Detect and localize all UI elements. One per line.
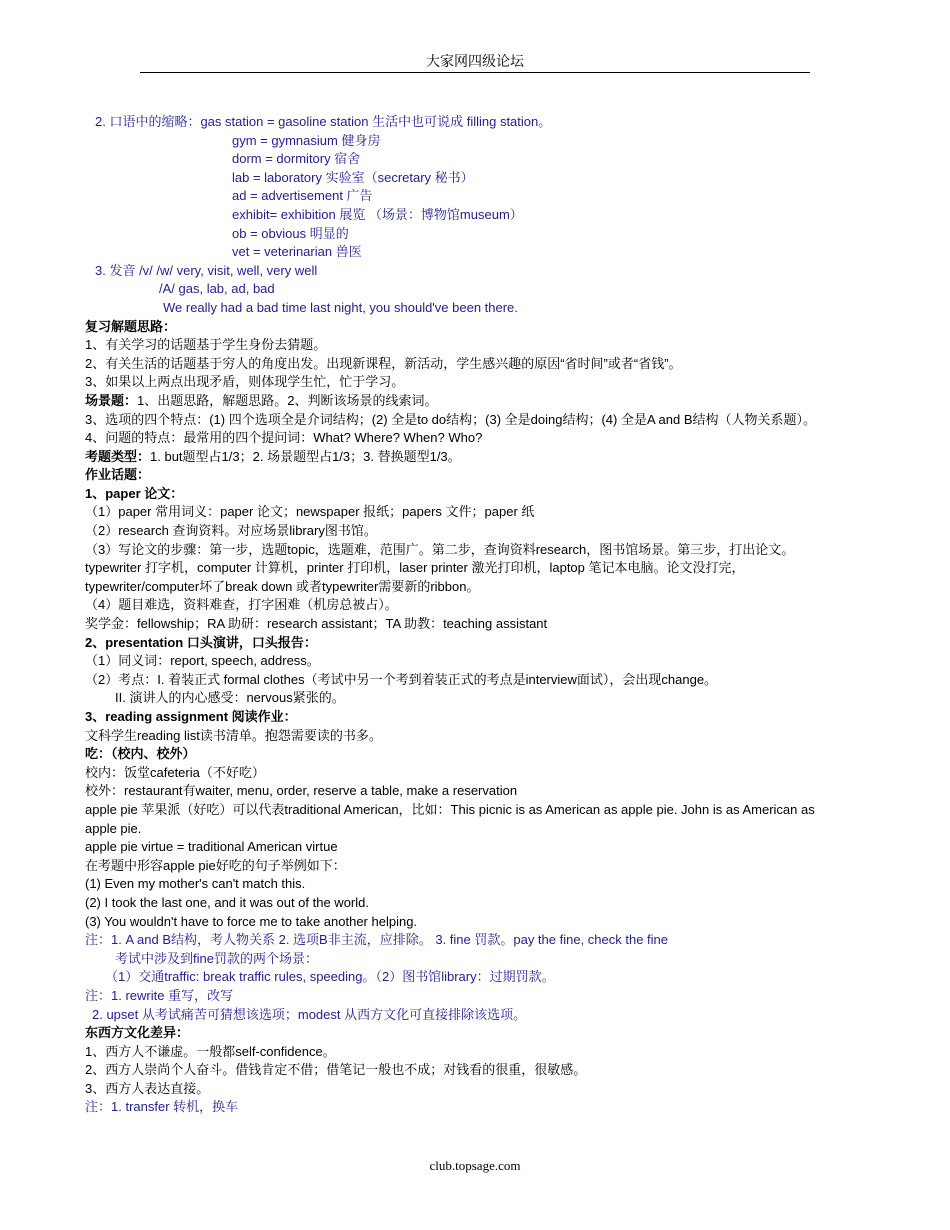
text-line: 奖学金：fellowship；RA 助研：research assistant；TA 助教：teaching assistant <box>85 616 548 632</box>
section-heading: 3、reading assignment 阅读作业： <box>85 709 297 724</box>
text-line: ob = obvious 明显的 <box>232 225 349 241</box>
page-header: 大家网四级论坛 <box>426 55 524 70</box>
note-line: 注：1. transfer 转机，换车 <box>85 1099 239 1115</box>
section-heading: 2、presentation 口头演讲，口头报告： <box>85 634 317 650</box>
page-footer: club.topsage.com <box>429 1158 521 1173</box>
text-line: exhibit= exhibition 展览 （场景：博物馆museum） <box>232 206 523 222</box>
text-line: （1）paper 常用词义：paper 论文；newspaper 报纸；papers 文件；paper 纸 <box>85 504 535 520</box>
text-line: We really had a bad time last night, you should've been there. <box>163 299 518 315</box>
text-line: 2. 口语中的缩略：gas station = gasoline station 生活中也可说成 filling station。 <box>95 114 552 129</box>
inline-text: 1. but题型占1/3；2. 场景题型占1/3；3. 替换题型1/3。 <box>150 448 461 464</box>
text-line: (2) I took the last one, and it was out of the world. <box>85 894 369 910</box>
text-line: (1) Even my mother's can't match this. <box>85 876 306 892</box>
section-heading: 作业话题： <box>85 467 151 483</box>
text-line: 2、西方人崇尚个人奋斗。借钱肯定不借；借笔记一般也不成；对钱看的很重，很敏感。 <box>85 1062 587 1078</box>
text-line: ad = advertisement 广告 <box>232 188 373 204</box>
text-line: 在考题中形容apple pie好吃的句子举例如下： <box>85 857 346 873</box>
inline-text: 1、出题思路，解题思路。2、判断该场景的线索词。 <box>137 392 438 408</box>
section-heading: 东西方文化差异： <box>85 1025 190 1041</box>
note-line: 注：1. A and B结构，考人物关系 2. 选项B非主流，应排除。 3. fine 罚款。pay the fine, check the fine <box>85 932 669 948</box>
text-line: 3、选项的四个特点：(1) 四个选项全是介词结构；(2) 全是to do结构；(3) 全是doing结构；(4) 全是A and B结构（人物关系题）。 <box>85 411 816 427</box>
section-heading: 1、paper 论文： <box>85 485 184 501</box>
text-line: (3) You wouldn't have to force me to take another helping. <box>85 913 418 929</box>
text-line: apple pie virtue = traditional American virtue <box>85 839 338 855</box>
inline-heading: 场景题： <box>85 392 138 408</box>
text-line: /A/ gas, lab, ad, bad <box>159 281 275 297</box>
text-line: vet = veterinarian 兽医 <box>232 244 362 260</box>
text-paragraph: apple pie 苹果派（好吃）可以代表traditional American，比如：This picnic is as American as apple pie. John is as American as apple pie. <box>85 801 815 836</box>
text-line: （2）考点：I. 着装正式 formal clothes（考试中另一个考到着装正式的考点是interview面试），会出现change。 <box>85 671 718 687</box>
text-line: （1）同义词：report, speech, address。 <box>85 653 320 669</box>
text-line: （2）research 查询资料。对应场景library图书馆。 <box>85 523 377 539</box>
inline-heading: 考题类型： <box>85 448 151 464</box>
note-line: （1）交通traffic: break traffic rules, speeding。（2）图书馆library：过期罚款。 <box>105 969 555 985</box>
text-line: 文科学生reading list读书清单。抱怨需要读的书多。 <box>85 727 382 743</box>
section-heading: 复习解题思路： <box>85 318 177 334</box>
text-paragraph: （3）写论文的步骤：第一步，选题topic，选题难，范围广。第二步，查询资料research，图书馆场景。第三步，打出论文。typewriter 打字机，computer 计算机，printer 打印机，laser printer 激光打印机，laptop 笔记本电脑。论文没打完，typewriter/computer坏了break down 或者typewriter需要新的ribbon。 <box>85 541 795 594</box>
section-heading: 吃：（校内、校外） <box>85 746 196 762</box>
text-line: lab = laboratory 实验室（secretary 秘书） <box>232 169 474 185</box>
text-line: II. 演讲人的内心感受：nervous紧张的。 <box>115 690 345 706</box>
text-line: 3、西方人表达直接。 <box>85 1080 210 1096</box>
text-line: 校内：饭堂cafeteria（不好吃） <box>85 764 265 780</box>
header-rule <box>140 72 810 73</box>
text-line: 3. 发音 /v/ /w/ very, visit, well, very well <box>95 262 318 278</box>
note-line: 考试中涉及到fine罚款的两个场景： <box>115 950 318 966</box>
text-line: 1、有关学习的话题基于学生身份去猜题。 <box>85 337 327 353</box>
text-line: 3、如果以上两点出现矛盾，则体现学生忙，忙于学习。 <box>85 374 405 390</box>
text-line: （4）题目难选，资料难查，打字困难（机房总被占）。 <box>85 597 398 613</box>
text-line <box>85 448 845 467</box>
document-body <box>85 113 845 1117</box>
text-line: dorm = dormitory 宿舍 <box>232 151 361 167</box>
text-line: gym = gymnasium 健身房 <box>232 132 381 148</box>
text-line: 4、问题的特点：最常用的四个提问词：What? Where? When? Who? <box>85 430 483 446</box>
note-line: 注：1. rewrite 重写，改写 <box>85 987 234 1003</box>
note-line: 2. upset 从考试痛苦可猜想该选项；modest 从西方文化可直接排除该选项。 <box>92 1006 527 1022</box>
text-line: 校外：restaurant有waiter, menu, order, reserve a table, make a reservation <box>85 783 518 799</box>
text-line: 2、有关生活的话题基于穷人的角度出发。出现新课程，新活动，学生感兴趣的原因“省时间”或者“省钱”。 <box>85 355 682 371</box>
text-line: 1、西方人不谦虚。一般都self-confidence。 <box>85 1043 336 1059</box>
text-line <box>85 392 845 411</box>
